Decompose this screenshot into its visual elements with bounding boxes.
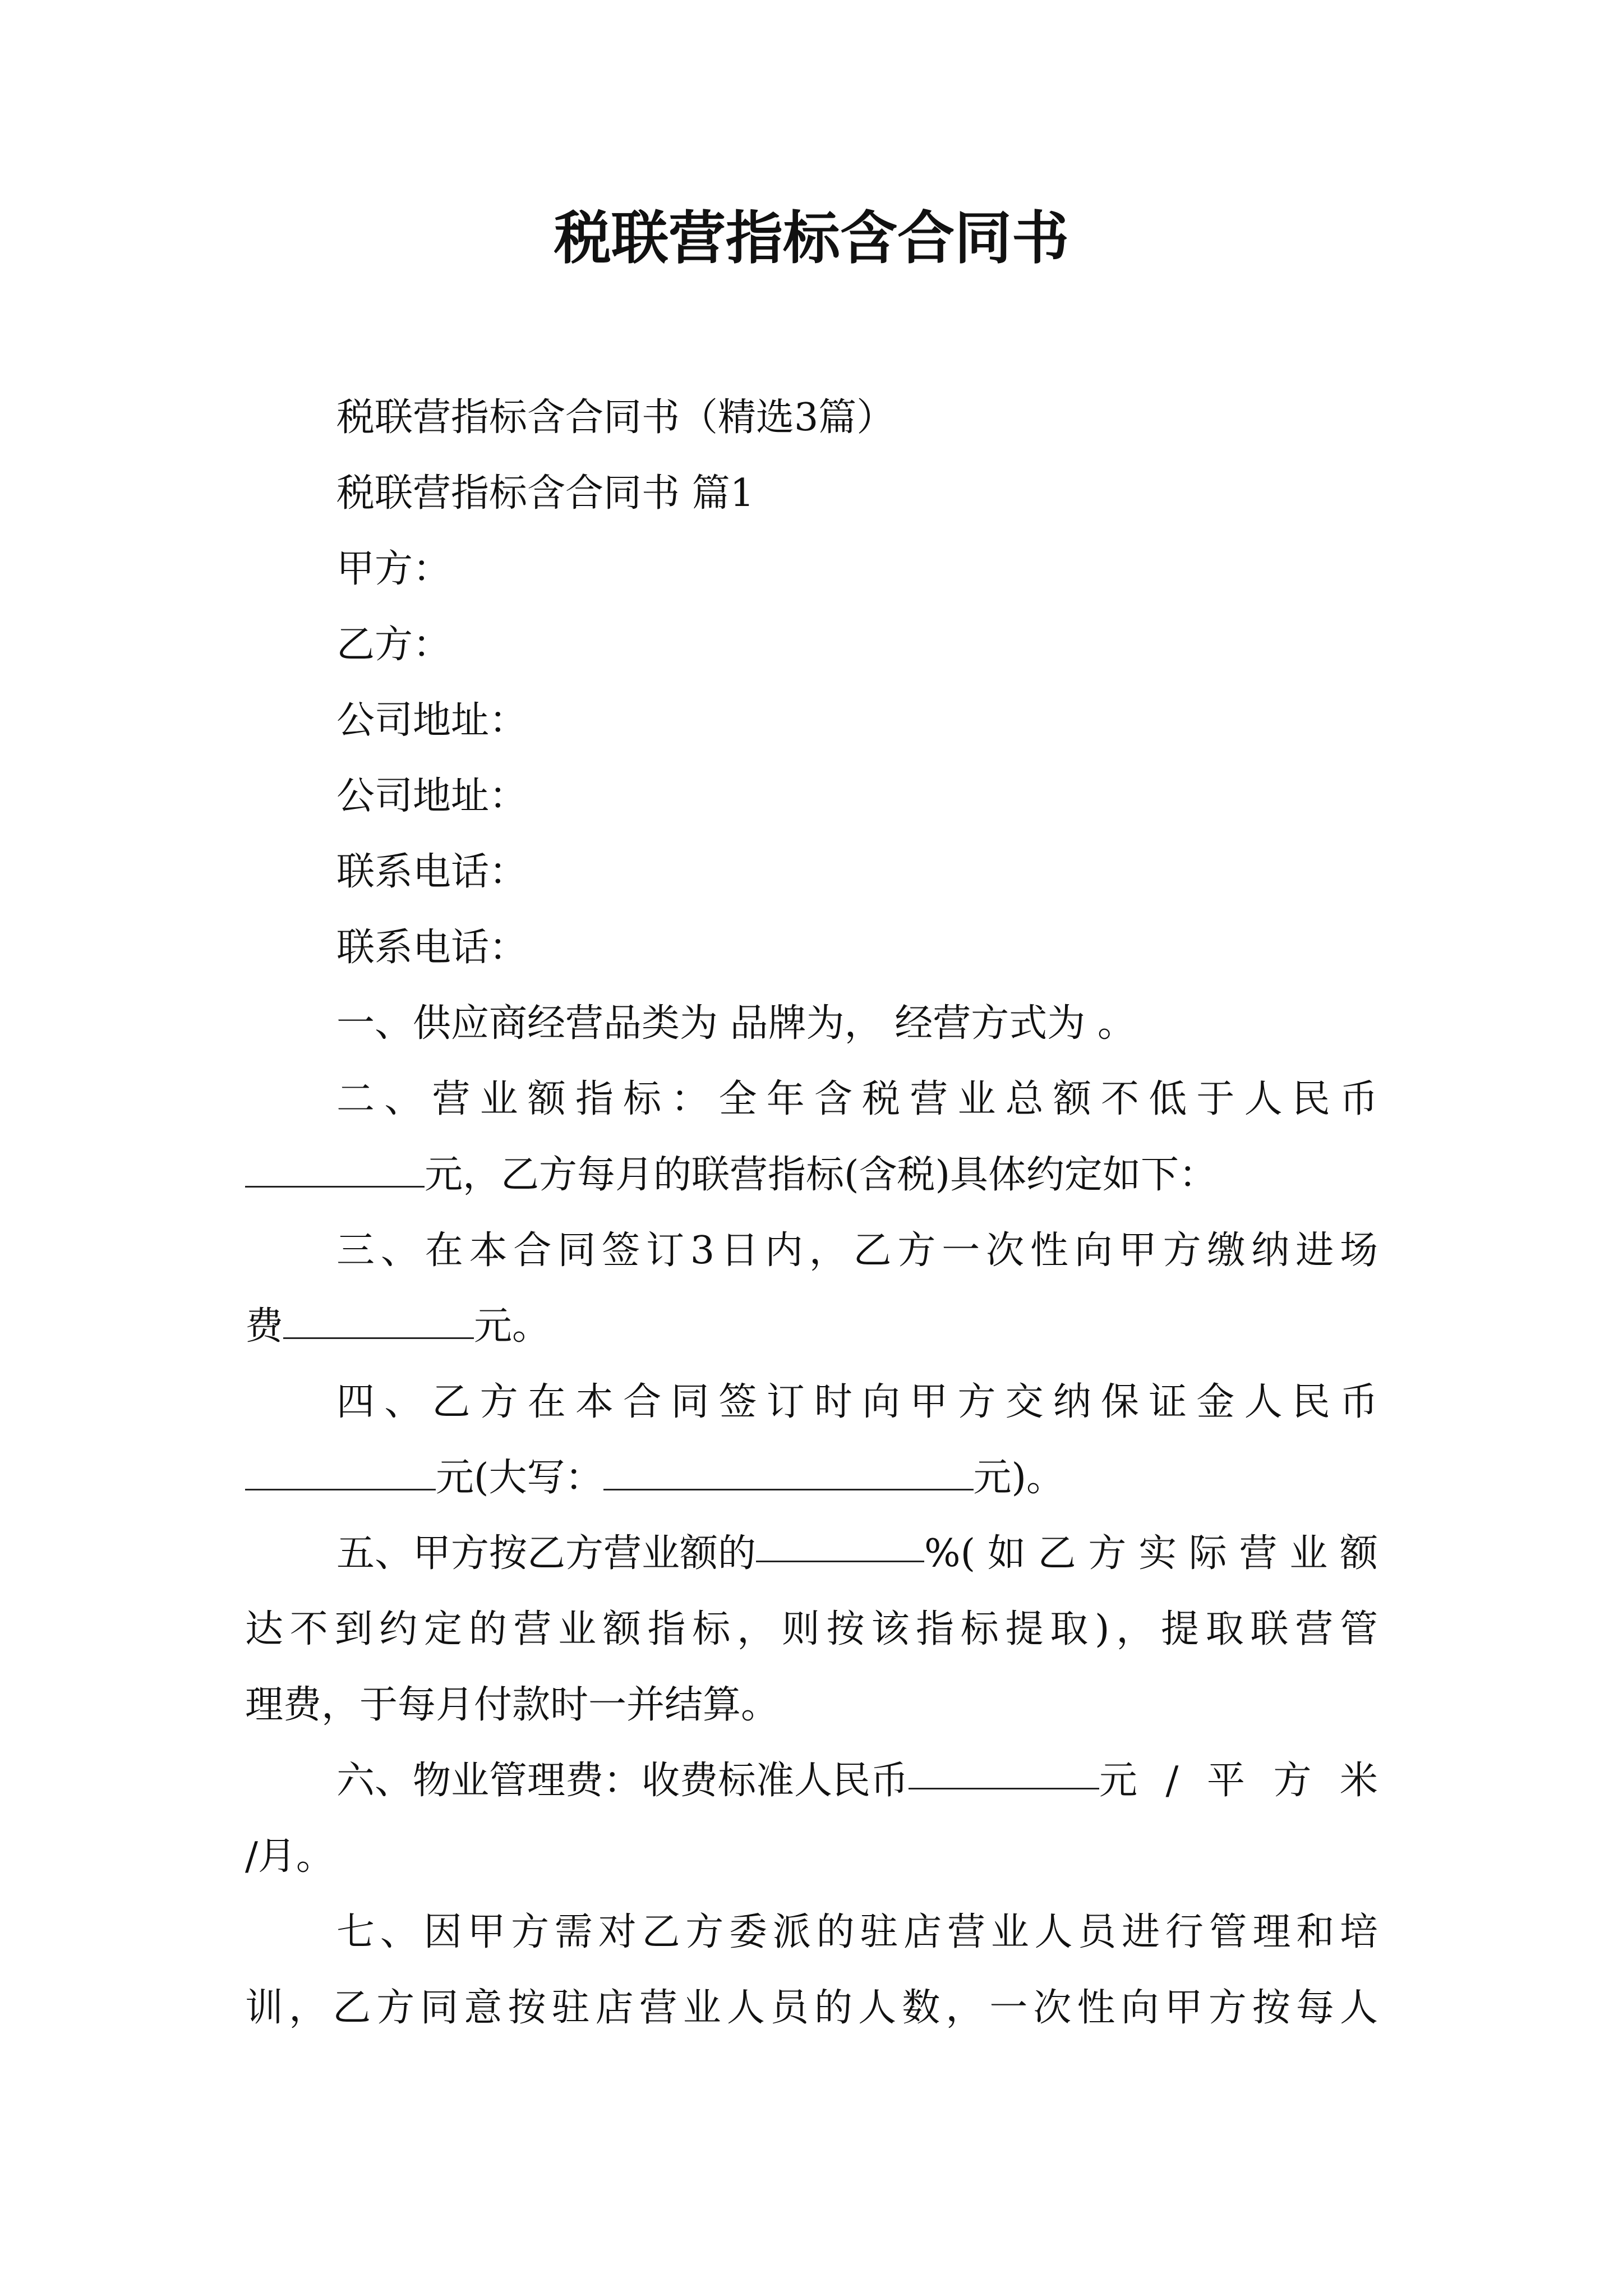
clause-4-capital-text: 元(大写： <box>436 1456 603 1500</box>
clause-6-line-1 <box>336 1753 1378 1809</box>
phone-b-label: 联系电话： <box>336 926 528 970</box>
clause-5-line-3: 理费，于每月付款时一并结算。 <box>245 1683 780 1727</box>
clause-5-line-2: 达不到约定的营业额指标，则按该指标提取)，提取联营管 <box>245 1607 1378 1651</box>
deposit-capital-blank <box>603 1454 974 1490</box>
percentage-blank <box>756 1526 924 1562</box>
section-heading: 税联营指标含合同书 篇1 <box>336 471 754 516</box>
clause-6-text-a: 六、物业管理费：收费标准人民币 <box>336 1759 909 1803</box>
party-a-label: 甲方： <box>336 547 451 591</box>
clause-4-line-1: 四、乙方在本合同签订时向甲方交纳保证金人民币 <box>336 1380 1378 1424</box>
clause-4-line-2 <box>245 1450 1064 1506</box>
clause-6-line-2: /月。 <box>245 1834 334 1879</box>
party-b-label: 乙方： <box>336 623 451 667</box>
clause-3-line-2 <box>245 1299 550 1355</box>
property-fee-blank <box>909 1753 1099 1789</box>
subtitle-line: 税联营指标含合同书（精选3篇） <box>336 395 895 440</box>
clause-4-end: 元)。 <box>973 1456 1065 1500</box>
clause-1: 一、供应商经营品类为 品牌为， 经营方式为 。 <box>336 1001 1136 1046</box>
clause-2-line-1: 二、营业额指标：全年含税营业总额不低于人民币 <box>336 1077 1378 1121</box>
deposit-amount-blank <box>245 1454 436 1490</box>
clause-2-line-2 <box>245 1147 1217 1203</box>
clause-6-text-b: 元/平方米 <box>1099 1759 1378 1803</box>
clause-5-text-b: %(如乙方实际营业额 <box>924 1531 1378 1576</box>
company-address-b-label: 公司地址： <box>336 774 528 818</box>
clause-7-line-2: 训，乙方同意按驻店营业人员的人数，一次性向甲方按每人 <box>245 1986 1378 2030</box>
clause-3-fee-text: 费 <box>245 1304 284 1349</box>
phone-a-label: 联系电话： <box>336 850 528 894</box>
clause-2-line-2-text: 元，乙方每月的联营指标(含税)具体约定如下： <box>425 1153 1218 1197</box>
clause-7-line-1: 七、因甲方需对乙方委派的驻店营业人员进行管理和培 <box>336 1910 1378 1954</box>
clause-3-line-1: 三、在本合同签订3日内，乙方一次性向甲方缴纳进场 <box>336 1228 1378 1273</box>
clause-5-text-a: 五、甲方按乙方营业额的 <box>336 1531 757 1576</box>
clause-3-unit: 元。 <box>474 1304 551 1349</box>
clause-5-line-1 <box>336 1526 1378 1582</box>
document-title: 税联营指标含合同书 <box>554 205 1069 272</box>
entry-fee-blank <box>283 1303 474 1339</box>
amount-blank <box>245 1151 425 1188</box>
company-address-a-label: 公司地址： <box>336 698 528 743</box>
